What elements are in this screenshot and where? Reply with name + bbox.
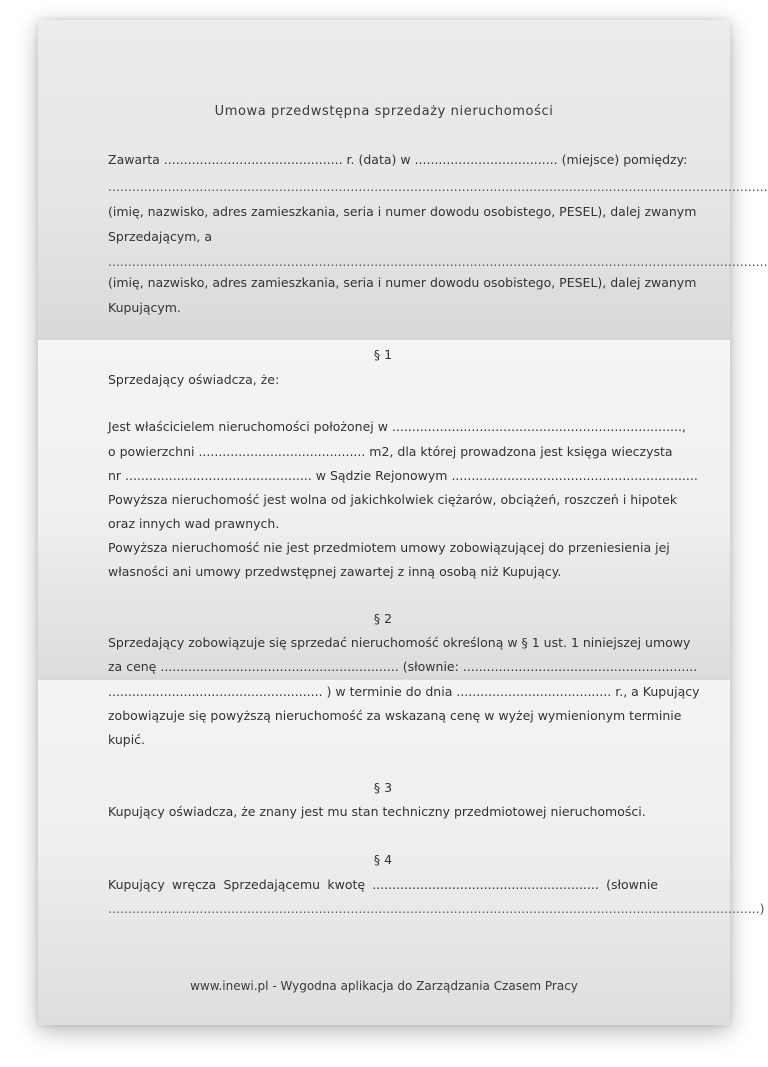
intro-line: Zawarta ............................................. r. (data) w .................................... (miejsce) pomiędzy: — [108, 152, 688, 167]
section-1-line: Powyższa nieruchomość jest wolna od jakichkolwiek ciężarów, obciążeń, roszczeń i hipotek — [108, 492, 678, 507]
section-1-line: nr ............................................... w Sądzie Rejonowym .............................................................. — [108, 468, 698, 483]
section-heading-3: § 3 — [373, 780, 393, 795]
section-heading-2: § 2 — [373, 611, 393, 626]
section-1-line: Jest właścicielem nieruchomości położonej w ........................................................................., — [108, 419, 686, 434]
section-1-line: oraz innych wad prawnych. — [108, 516, 280, 531]
section-heading-4: § 4 — [373, 852, 393, 867]
section-4-line: Kupujący wręcza Sprzedającemu kwotę ......................................................... (słownie — [108, 877, 658, 892]
section-1-line: Powyższa nieruchomość nie jest przedmiotem umowy zobowiązującej do przeniesienia jej — [108, 540, 670, 555]
section-2-line: zobowiązuje się powyższą nieruchomość za wskazaną cenę w wyżej wymienionym terminie — [108, 708, 682, 723]
section-2-line: za cenę ............................................................ (słownie: ........................................................... — [108, 659, 698, 674]
section-4-line: ....................................................................................................................................................................) — [108, 901, 765, 916]
party1-description: (imię, nazwisko, adres zamieszkania, seria i numer dowodu osobistego, PESEL), dalej zwanym — [108, 204, 697, 219]
party2-name: Kupującym. — [108, 300, 181, 315]
document-title: Umowa przedwstępna sprzedaży nieruchomości — [214, 104, 554, 119]
fill-in-dots: ...................................................................................................................................................................... — [108, 254, 768, 269]
fill-in-dots: ...................................................................................................................................................................... — [108, 179, 768, 194]
section-2-line: Sprzedający zobowiązuje się sprzedać nieruchomość określoną w § 1 ust. 1 niniejszej umowy — [108, 635, 691, 650]
section-1-line: Sprzedający oświadcza, że: — [108, 372, 280, 387]
section-1-line: o powierzchni .......................................... m2, dla której prowadzona jest księga wieczysta — [108, 444, 673, 459]
party1-name: Sprzedającym, a — [108, 229, 213, 244]
section-2-line: ...................................................... ) w terminie do dnia ....................................... r., a Kupujący — [108, 684, 700, 699]
party2-description: (imię, nazwisko, adres zamieszkania, seria i numer dowodu osobistego, PESEL), dalej zwanym — [108, 275, 697, 290]
section-3-line: Kupujący oświadcza, że znany jest mu stan techniczny przedmiotowej nieruchomości. — [108, 804, 646, 819]
section-1-line: własności ani umowy przedwstępnej zawartej z inną osobą niż Kupujący. — [108, 564, 562, 579]
footer-link[interactable]: www.inewi.pl - Wygodna aplikacja do Zarządzania Czasem Pracy — [190, 979, 578, 993]
section-2-line: kupić. — [108, 732, 146, 747]
section-heading-1: § 1 — [373, 347, 393, 362]
